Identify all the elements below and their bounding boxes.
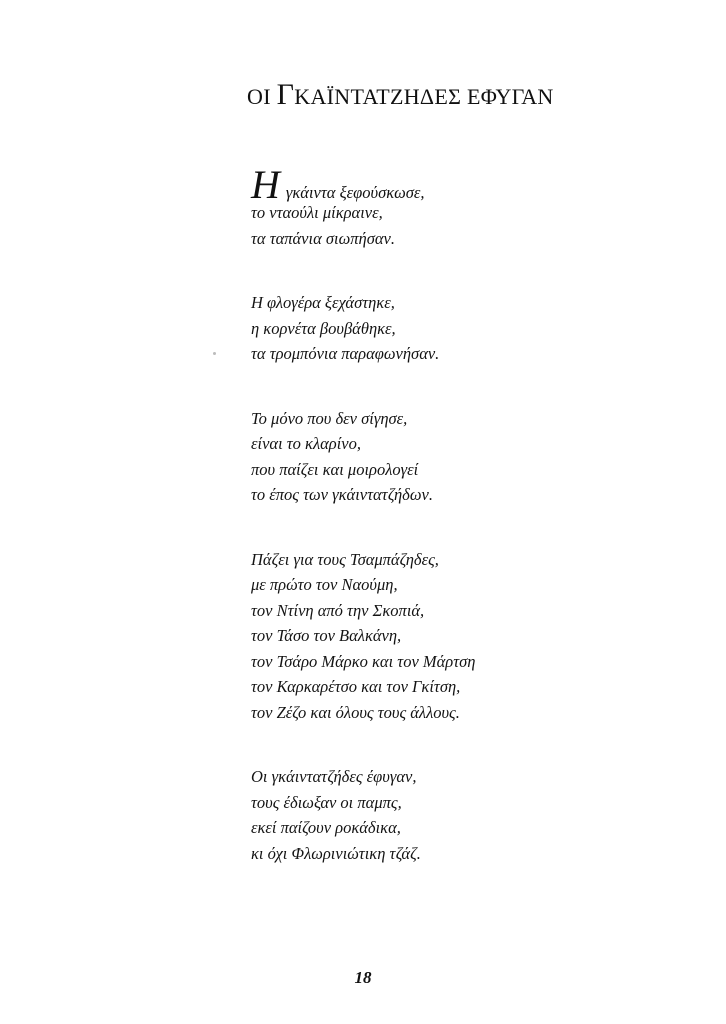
page-number: 18 <box>354 968 372 987</box>
poem-line: Πάζει για τους Τσαμπάζηδες, <box>251 549 439 569</box>
stanza-2 <box>251 290 691 367</box>
poem-line: το νταούλι μίκραινε, <box>251 203 383 222</box>
drop-cap: Η <box>251 162 280 207</box>
poem-line: είναι το κλαρίνο, <box>251 434 361 453</box>
poem-line: με πρώτο τον Ναούμη, <box>251 575 398 594</box>
stanza-4 <box>251 547 691 726</box>
poem-line: το έπος των γκάιντατζήδων. <box>251 485 433 504</box>
poem-line: που παίζει και μοιρολογεί <box>251 459 419 479</box>
poem-line: Οι γκάιντατζήδες έφυγαν, <box>251 767 417 786</box>
poem-line: Η φλογέρα ξεχάστηκε, <box>251 293 395 312</box>
poem-line: τον Ντίνη από την Σκοπιά, <box>251 600 425 620</box>
title-main: ΚΑΪΝΤΑΤΖΗΔΕΣ ΕΦΥΓΑΝ <box>294 84 554 109</box>
poem-line: εκεί παίζουν ροκάδικα, <box>251 818 401 837</box>
poem-title <box>247 78 667 112</box>
poem-line: τα τρομπόνια παραφωνήσαν. <box>251 344 440 363</box>
poem-line: Το μόνο που δεν σίγησε, <box>251 408 408 428</box>
stanza-5 <box>251 764 691 866</box>
stanza-1 <box>251 162 691 251</box>
poem-line: κι όχι Φλωρινιώτικη τζάζ. <box>251 843 421 863</box>
poem-line: η κορνέτα βουβάθηκε, <box>251 318 396 338</box>
first-line <box>251 162 691 207</box>
poem-line: τον Τσάρο Μάρκο και τον Μάρτση <box>251 651 476 671</box>
stanza-3 <box>251 406 691 508</box>
poem-line: τον Τάσο τον Βαλκάνη, <box>251 626 402 645</box>
poem-line: τον Καρκαρέτσο και τον Γκίτση, <box>251 677 461 696</box>
poem-line: τα ταπάνια σιωπήσαν. <box>251 228 395 248</box>
poem-line: τους έδιωξαν οι παμπς, <box>251 792 402 812</box>
title-large-letter: Γ <box>276 78 295 111</box>
first-line-text: γκάιντα ξεφούσκωσε, <box>285 183 425 202</box>
poem-line: τον Ζέζο και όλους τους άλλους. <box>251 702 460 722</box>
paper-speck <box>213 352 216 355</box>
poem-body <box>251 162 691 905</box>
title-prefix: ΟΙ <box>247 84 277 109</box>
